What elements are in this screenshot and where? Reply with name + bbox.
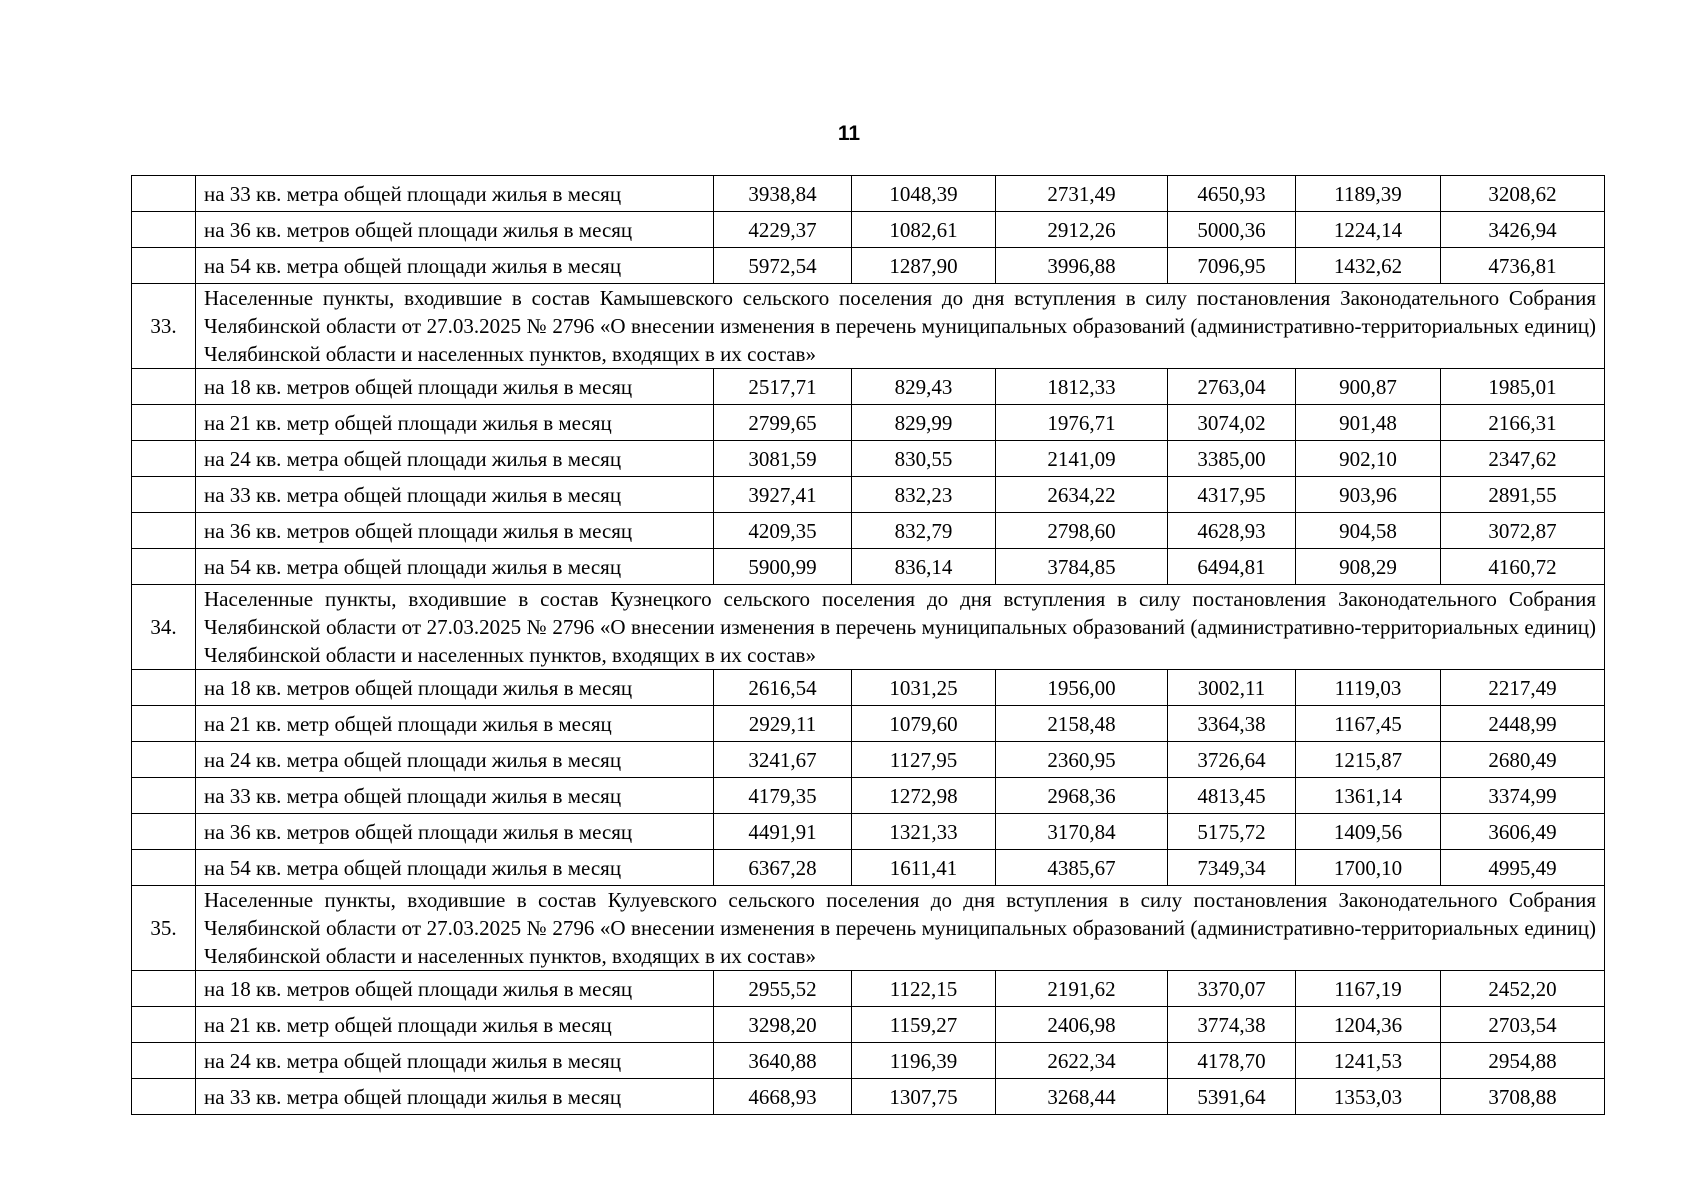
section-number: 34. [132,585,196,670]
value-cell: 2158,48 [996,706,1168,742]
row-number-cell [132,477,196,513]
value-cell: 1224,14 [1296,212,1441,248]
value-cell: 2912,26 [996,212,1168,248]
value-cell: 1353,03 [1296,1079,1441,1115]
section-row [132,585,1605,670]
value-cell: 1611,41 [852,850,996,886]
value-cell: 7096,95 [1168,248,1296,284]
table-row [132,971,1605,1007]
value-cell: 3081,59 [714,441,852,477]
table-row [132,1007,1605,1043]
value-cell: 2166,31 [1441,405,1605,441]
row-label: на 36 кв. метров общей площади жилья в месяц [196,212,714,248]
value-cell: 3426,94 [1441,212,1605,248]
row-number-cell [132,1079,196,1115]
value-cell: 3640,88 [714,1043,852,1079]
value-cell: 6494,81 [1168,549,1296,585]
value-cell: 3002,11 [1168,670,1296,706]
row-number-cell [132,971,196,1007]
value-cell: 1196,39 [852,1043,996,1079]
value-cell: 1812,33 [996,369,1168,405]
value-cell: 1215,87 [1296,742,1441,778]
value-cell: 2622,34 [996,1043,1168,1079]
row-number-cell [132,369,196,405]
value-cell: 4813,45 [1168,778,1296,814]
value-cell: 4668,93 [714,1079,852,1115]
row-number-cell [132,742,196,778]
value-cell: 1432,62 [1296,248,1441,284]
table-row [132,212,1605,248]
row-number-cell [132,405,196,441]
row-number-cell [132,248,196,284]
table-row [132,1043,1605,1079]
value-cell: 4229,37 [714,212,852,248]
value-cell: 1321,33 [852,814,996,850]
value-cell: 1189,39 [1296,176,1441,212]
value-cell: 2798,60 [996,513,1168,549]
value-cell: 1167,45 [1296,706,1441,742]
row-label: на 54 кв. метра общей площади жилья в месяц [196,850,714,886]
value-cell: 829,99 [852,405,996,441]
value-cell: 4178,70 [1168,1043,1296,1079]
table-row [132,513,1605,549]
table-row [132,405,1605,441]
value-cell: 2191,62 [996,971,1168,1007]
row-number-cell [132,850,196,886]
row-number-cell [132,1043,196,1079]
value-cell: 2448,99 [1441,706,1605,742]
value-cell: 1241,53 [1296,1043,1441,1079]
table-row [132,176,1605,212]
value-cell: 1167,19 [1296,971,1441,1007]
value-cell: 3268,44 [996,1079,1168,1115]
value-cell: 4736,81 [1441,248,1605,284]
value-cell: 3927,41 [714,477,852,513]
table-row [132,1079,1605,1115]
row-number-cell [132,441,196,477]
row-number-cell [132,1007,196,1043]
section-number: 33. [132,284,196,369]
value-cell: 5175,72 [1168,814,1296,850]
table-row [132,778,1605,814]
value-cell: 3385,00 [1168,441,1296,477]
table-row [132,369,1605,405]
value-cell: 1079,60 [852,706,996,742]
value-cell: 2141,09 [996,441,1168,477]
row-label: на 54 кв. метра общей площади жилья в месяц [196,549,714,585]
value-cell: 4995,49 [1441,850,1605,886]
value-cell: 5972,54 [714,248,852,284]
page-number: 11 [837,122,861,145]
value-cell: 3774,38 [1168,1007,1296,1043]
value-cell: 904,58 [1296,513,1441,549]
value-cell: 900,87 [1296,369,1441,405]
value-cell: 2347,62 [1441,441,1605,477]
value-cell: 3708,88 [1441,1079,1605,1115]
value-cell: 1361,14 [1296,778,1441,814]
value-cell: 3996,88 [996,248,1168,284]
value-cell: 3298,20 [714,1007,852,1043]
value-cell: 2517,71 [714,369,852,405]
row-label: на 33 кв. метра общей площади жилья в месяц [196,176,714,212]
table-row [132,670,1605,706]
value-cell: 2217,49 [1441,670,1605,706]
table-row [132,477,1605,513]
section-title: Населенные пункты, входившие в состав Камышевского сельского поселения до дня вступления в силу постановления Законодательного Собрания Челябинской области от 27.03.2025 № 2796 «О внесении изменения в перечень муниципальных образований (административно-территориальных единиц) Челябинской области и населенных пунктов, входящих в их состав» [196,284,1605,369]
value-cell: 1127,95 [852,742,996,778]
value-cell: 2763,04 [1168,369,1296,405]
value-cell: 4317,95 [1168,477,1296,513]
value-cell: 2680,49 [1441,742,1605,778]
value-cell: 3364,38 [1168,706,1296,742]
row-label: на 21 кв. метр общей площади жилья в месяц [196,1007,714,1043]
value-cell: 1307,75 [852,1079,996,1115]
value-cell: 3241,67 [714,742,852,778]
value-cell: 1409,56 [1296,814,1441,850]
value-cell: 5000,36 [1168,212,1296,248]
value-cell: 1700,10 [1296,850,1441,886]
value-cell: 1048,39 [852,176,996,212]
row-label: на 54 кв. метра общей площади жилья в месяц [196,248,714,284]
section-row [132,284,1605,369]
value-cell: 832,79 [852,513,996,549]
value-cell: 2703,54 [1441,1007,1605,1043]
value-cell: 2616,54 [714,670,852,706]
value-cell: 2954,88 [1441,1043,1605,1079]
value-cell: 901,48 [1296,405,1441,441]
table-body [132,176,1605,1115]
value-cell: 1976,71 [996,405,1168,441]
row-label: на 33 кв. метра общей площади жилья в месяц [196,477,714,513]
value-cell: 2731,49 [996,176,1168,212]
value-cell: 832,23 [852,477,996,513]
value-cell: 3170,84 [996,814,1168,850]
value-cell: 3784,85 [996,549,1168,585]
row-label: на 21 кв. метр общей площади жилья в месяц [196,706,714,742]
value-cell: 1031,25 [852,670,996,706]
row-label: на 24 кв. метра общей площади жилья в месяц [196,441,714,477]
value-cell: 4385,67 [996,850,1168,886]
row-number-cell [132,778,196,814]
value-cell: 836,14 [852,549,996,585]
section-title: Населенные пункты, входившие в состав Кузнецкого сельского поселения до дня вступления в силу постановления Законодательного Собрания Челябинской области от 27.03.2025 № 2796 «О внесении изменения в перечень муниципальных образований (административно-территориальных единиц) Челябинской области и населенных пунктов, входящих в их состав» [196,585,1605,670]
table-row [132,742,1605,778]
value-cell: 1204,36 [1296,1007,1441,1043]
value-cell: 2634,22 [996,477,1168,513]
value-cell: 2360,95 [996,742,1168,778]
tariff-table [131,175,1605,1115]
row-label: на 24 кв. метра общей площади жилья в месяц [196,1043,714,1079]
value-cell: 829,43 [852,369,996,405]
value-cell: 1082,61 [852,212,996,248]
value-cell: 1272,98 [852,778,996,814]
value-cell: 3208,62 [1441,176,1605,212]
value-cell: 1287,90 [852,248,996,284]
value-cell: 1159,27 [852,1007,996,1043]
row-number-cell [132,670,196,706]
row-label: на 33 кв. метра общей площади жилья в месяц [196,778,714,814]
table-row [132,248,1605,284]
value-cell: 4209,35 [714,513,852,549]
value-cell: 2452,20 [1441,971,1605,1007]
row-number-cell [132,814,196,850]
value-cell: 3072,87 [1441,513,1605,549]
value-cell: 3074,02 [1168,405,1296,441]
row-number-cell [132,513,196,549]
row-label: на 18 кв. метров общей площади жилья в месяц [196,369,714,405]
value-cell: 4179,35 [714,778,852,814]
row-label: на 36 кв. метров общей площади жилья в месяц [196,513,714,549]
value-cell: 1119,03 [1296,670,1441,706]
value-cell: 2406,98 [996,1007,1168,1043]
row-number-cell [132,706,196,742]
table-row [132,850,1605,886]
value-cell: 1985,01 [1441,369,1605,405]
value-cell: 5391,64 [1168,1079,1296,1115]
value-cell: 1956,00 [996,670,1168,706]
value-cell: 2955,52 [714,971,852,1007]
value-cell: 4650,93 [1168,176,1296,212]
table-row [132,706,1605,742]
section-row [132,886,1605,971]
value-cell: 903,96 [1296,477,1441,513]
table-row [132,441,1605,477]
value-cell: 5900,99 [714,549,852,585]
value-cell: 2799,65 [714,405,852,441]
section-number: 35. [132,886,196,971]
section-title: Населенные пункты, входившие в состав Кулуевского сельского поселения до дня вступления в силу постановления Законодательного Собрания Челябинской области от 27.03.2025 № 2796 «О внесении изменения в перечень муниципальных образований (административно-территориальных единиц) Челябинской области и населенных пунктов, входящих в их состав» [196,886,1605,971]
value-cell: 902,10 [1296,441,1441,477]
value-cell: 2968,36 [996,778,1168,814]
row-label: на 21 кв. метр общей площади жилья в месяц [196,405,714,441]
row-label: на 18 кв. метров общей площади жилья в месяц [196,971,714,1007]
value-cell: 4628,93 [1168,513,1296,549]
value-cell: 1122,15 [852,971,996,1007]
value-cell: 830,55 [852,441,996,477]
value-cell: 4491,91 [714,814,852,850]
value-cell: 908,29 [1296,549,1441,585]
value-cell: 3606,49 [1441,814,1605,850]
row-label: на 18 кв. метров общей площади жилья в месяц [196,670,714,706]
row-number-cell [132,176,196,212]
row-number-cell [132,212,196,248]
row-label: на 36 кв. метров общей площади жилья в месяц [196,814,714,850]
table-row [132,549,1605,585]
value-cell: 3370,07 [1168,971,1296,1007]
value-cell: 3938,84 [714,176,852,212]
value-cell: 6367,28 [714,850,852,886]
value-cell: 2929,11 [714,706,852,742]
table-row [132,814,1605,850]
row-number-cell [132,549,196,585]
row-label: на 24 кв. метра общей площади жилья в месяц [196,742,714,778]
row-label: на 33 кв. метра общей площади жилья в месяц [196,1079,714,1115]
value-cell: 3374,99 [1441,778,1605,814]
value-cell: 7349,34 [1168,850,1296,886]
value-cell: 4160,72 [1441,549,1605,585]
value-cell: 2891,55 [1441,477,1605,513]
value-cell: 3726,64 [1168,742,1296,778]
